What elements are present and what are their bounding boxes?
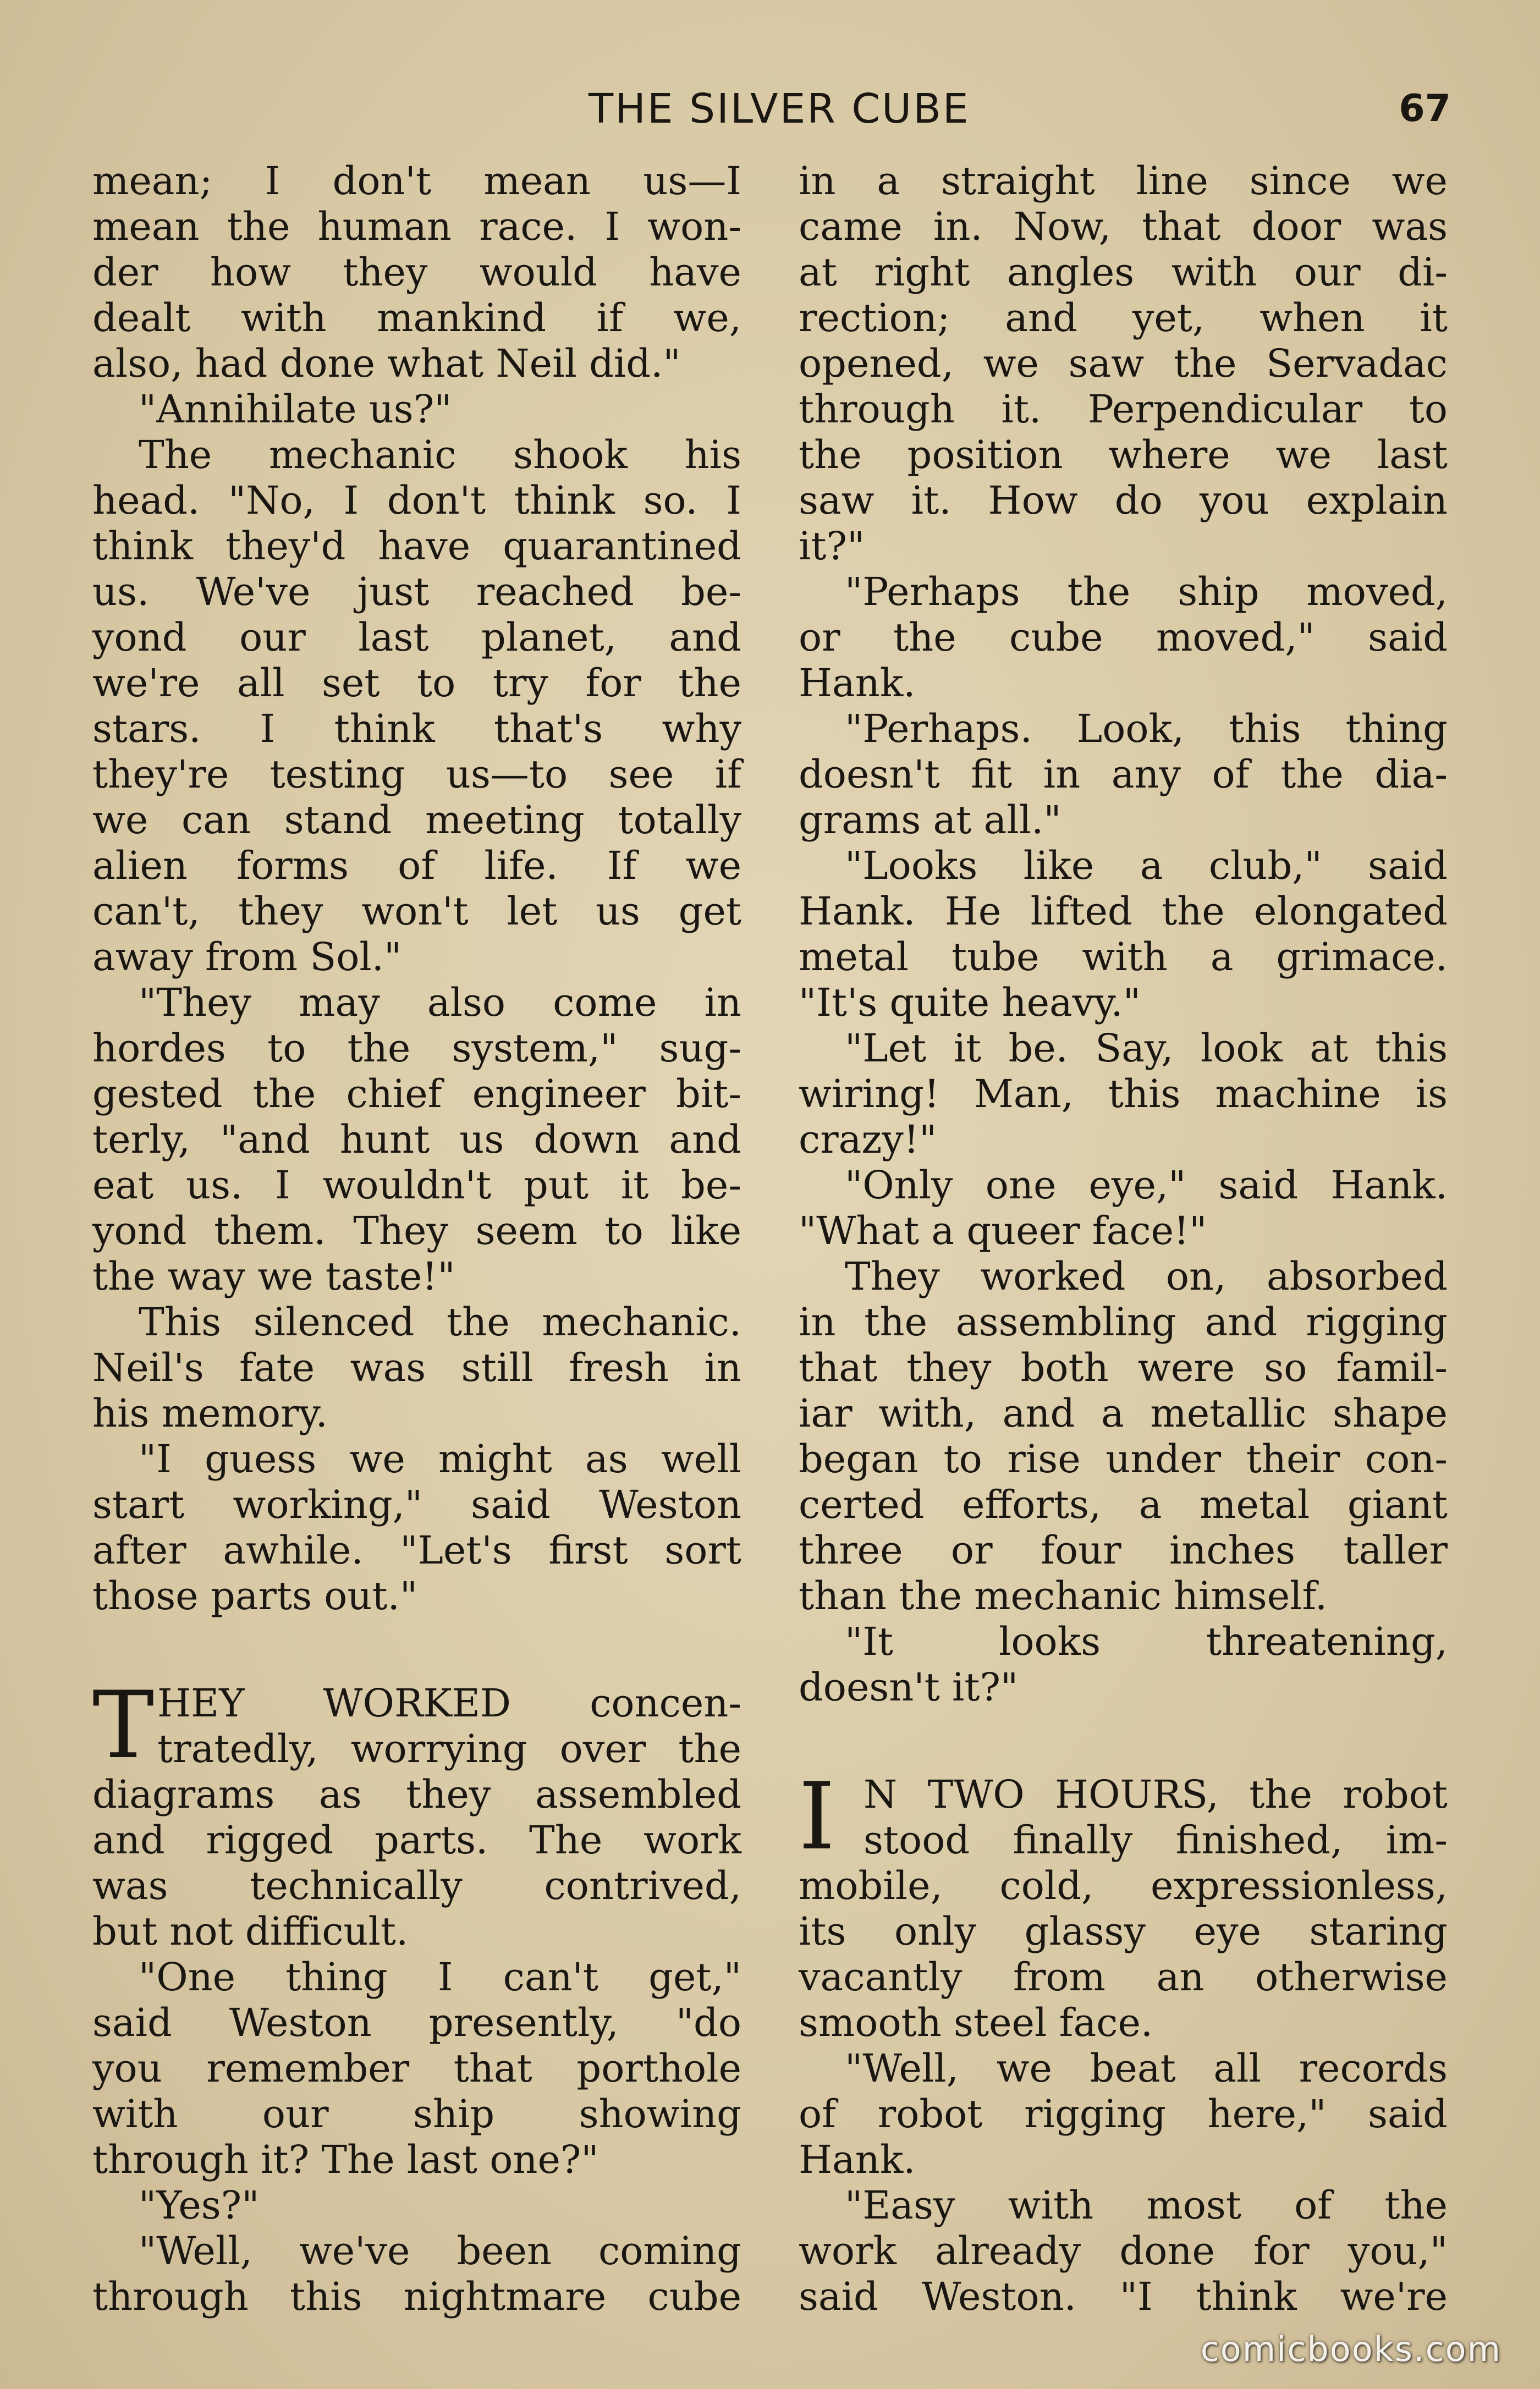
text-line: dealt with mankind if we,: [92, 295, 741, 340]
text-line: yond our last planet, and: [92, 615, 741, 660]
paragraph: [799, 569, 1448, 706]
text-line: we're all set to try for the: [92, 660, 741, 706]
text-line: start working," said Weston: [92, 1482, 741, 1527]
text-line: terly, "and hunt us down and: [92, 1117, 741, 1162]
text-line: "I guess we might as well: [139, 1436, 741, 1482]
text-line: three or four inches taller: [799, 1528, 1448, 1573]
right-column: [799, 158, 1448, 2320]
text-line: or the cube moved," said: [799, 615, 1448, 660]
paragraph: [92, 387, 741, 432]
paragraph: [799, 843, 1448, 1026]
text-line: began to rise under their con-: [799, 1436, 1448, 1482]
paragraph: [799, 2183, 1448, 2320]
section-break: [799, 1710, 1448, 1772]
text-line: through it? The last one?": [92, 2137, 599, 2182]
text-line: hordes to the system," sug-: [92, 1026, 741, 1071]
text-line: iar with, and a metallic shape: [799, 1391, 1448, 1436]
text-line: that they both were so famil-: [799, 1345, 1448, 1390]
text-line: HEY WORKED concen-: [157, 1681, 741, 1726]
text-line: "Annihilate us?": [139, 387, 452, 432]
text-line: mean; I don't mean us—I: [92, 158, 741, 203]
text-line: after awhile. "Let's first sort: [92, 1528, 741, 1573]
paragraph: [92, 158, 741, 387]
text-line: doesn't fit in any of the dia-: [799, 752, 1448, 797]
text-line: "It's quite heavy.": [799, 980, 1141, 1025]
paragraph: [799, 706, 1448, 843]
text-line: grams at all.": [799, 797, 1062, 843]
text-line: smooth steel face.: [799, 2000, 1153, 2045]
text-line: in a straight line since we: [799, 158, 1448, 203]
text-line: us. We've just reached be-: [92, 569, 741, 614]
text-line: wiring! Man, this machine is: [799, 1071, 1448, 1116]
paragraph: [92, 432, 741, 980]
text-line: the position where we last: [799, 432, 1448, 477]
text-line: vacantly from an otherwise: [799, 1955, 1448, 2000]
text-line: "Looks like a club," said: [845, 843, 1448, 888]
text-line: certed efforts, a metal giant: [799, 1482, 1448, 1527]
text-line: metal tube with a grimace.: [799, 934, 1448, 979]
text-line: "Perhaps the ship moved,: [845, 569, 1448, 614]
text-line: with our ship showing: [92, 2091, 741, 2137]
text-line: but not difficult.: [92, 1909, 409, 1954]
paragraph: [799, 1763, 1448, 2046]
text-line: stars. I think that's why: [92, 706, 741, 751]
text-line: "Only one eye," said Hank.: [845, 1163, 1448, 1208]
paragraph: [799, 2046, 1448, 2183]
text-line: Neil's fate was still fresh in: [92, 1345, 741, 1390]
text-line: alien forms of life. If we: [92, 843, 741, 888]
text-line: than the mechanic himself.: [799, 1573, 1328, 1619]
paragraph: [92, 1671, 741, 1955]
text-line: they're testing us—to see if: [92, 752, 741, 797]
paragraph: [799, 158, 1448, 569]
text-line: it?": [799, 524, 865, 569]
text-line: in the assembling and rigging: [799, 1300, 1448, 1345]
text-line: through this nightmare cube: [92, 2274, 741, 2319]
text-line: its only glassy eye staring: [799, 1909, 1448, 1954]
text-line: we can stand meeting totally: [92, 797, 741, 843]
paragraph: [92, 1436, 741, 1619]
text-line: "Let it be. Say, look at this: [845, 1026, 1448, 1071]
text-line: "Well, we've been coming: [139, 2228, 741, 2274]
text-line: "Well, we beat all records: [845, 2046, 1448, 2091]
text-line: "Easy with most of the: [845, 2183, 1448, 2228]
page-header: [0, 81, 1540, 136]
paragraph: [92, 2228, 741, 2320]
text-line: those parts out.": [92, 1573, 418, 1619]
text-line: tratedly, worrying over the: [157, 1726, 741, 1771]
text-line: at right angles with our di-: [799, 250, 1448, 295]
text-line: "Yes?": [139, 2183, 260, 2228]
text-line: They worked on, absorbed: [845, 1254, 1448, 1299]
text-line: also, had done what Neil did.": [92, 341, 681, 386]
text-line: came in. Now, that door was: [799, 204, 1448, 249]
running-title: THE SILVER CUBE: [588, 85, 970, 133]
paragraph: [799, 1026, 1448, 1163]
text-line: N TWO HOURS, the robot: [864, 1772, 1448, 1817]
text-line: yond them. They seem to like: [92, 1208, 741, 1253]
paragraph: [799, 1619, 1448, 1710]
text-line: mean the human race. I won-: [92, 204, 741, 249]
text-line: said Weston. "I think we're: [799, 2274, 1448, 2319]
page-number: 67: [1399, 87, 1451, 130]
text-line: Hank. He lifted the elongated: [799, 889, 1448, 934]
text-line: saw it. How do you explain: [799, 478, 1448, 523]
text-line: crazy!": [799, 1117, 937, 1162]
watermark: comicbooks.com: [1200, 2329, 1502, 2369]
text-line: head. "No, I don't think so. I: [92, 478, 741, 523]
text-line: This silenced the mechanic.: [139, 1300, 741, 1345]
text-line: diagrams as they assembled: [92, 1772, 741, 1817]
text-line: gested the chief engineer bit-: [92, 1071, 741, 1116]
text-line: doesn't it?": [799, 1665, 1019, 1710]
text-line: through it. Perpendicular to: [799, 387, 1448, 432]
section-break: [92, 1619, 741, 1681]
text-line: of robot rigging here," said: [799, 2091, 1448, 2137]
text-line: "It looks threatening,: [845, 1619, 1448, 1664]
text-line: eat us. I wouldn't put it be-: [92, 1163, 741, 1208]
paragraph: [799, 1163, 1448, 1254]
text-line: the way we taste!": [92, 1254, 455, 1299]
paragraph: [799, 1254, 1448, 1619]
text-line: think they'd have quarantined: [92, 524, 741, 569]
text-line: was technically contrived,: [92, 1863, 741, 1908]
text-line: and rigged parts. The work: [92, 1818, 741, 1863]
text-line: you remember that porthole: [92, 2046, 741, 2091]
text-line: work already done for you,": [799, 2228, 1448, 2274]
paragraph: [92, 1955, 741, 2183]
drop-cap: I: [799, 1763, 835, 1870]
text-line: said Weston presently, "do: [92, 2000, 741, 2045]
text-line: Hank.: [799, 660, 916, 706]
text-line: Hank.: [799, 2137, 916, 2182]
text-line: The mechanic shook his: [139, 432, 741, 477]
text-line: "Perhaps. Look, this thing: [845, 706, 1448, 751]
paragraph: [92, 980, 741, 1300]
paragraph: [92, 1300, 741, 1436]
text-line: can't, they won't let us get: [92, 889, 741, 934]
paragraph: [92, 2183, 741, 2228]
text-line: opened, we saw the Servadac: [799, 341, 1448, 386]
text-line: der how they would have: [92, 250, 741, 295]
drop-cap: T: [92, 1671, 155, 1779]
text-line: "One thing I can't get,": [139, 1955, 741, 2000]
text-line: "What a queer face!": [799, 1208, 1207, 1253]
text-line: "They may also come in: [139, 980, 741, 1025]
text-line: rection; and yet, when it: [799, 295, 1448, 340]
text-line: mobile, cold, expressionless,: [799, 1863, 1448, 1908]
text-line: stood finally finished, im-: [864, 1818, 1448, 1863]
text-line: his memory.: [92, 1391, 328, 1436]
left-column: [92, 158, 741, 2320]
text-line: away from Sol.": [92, 934, 402, 979]
